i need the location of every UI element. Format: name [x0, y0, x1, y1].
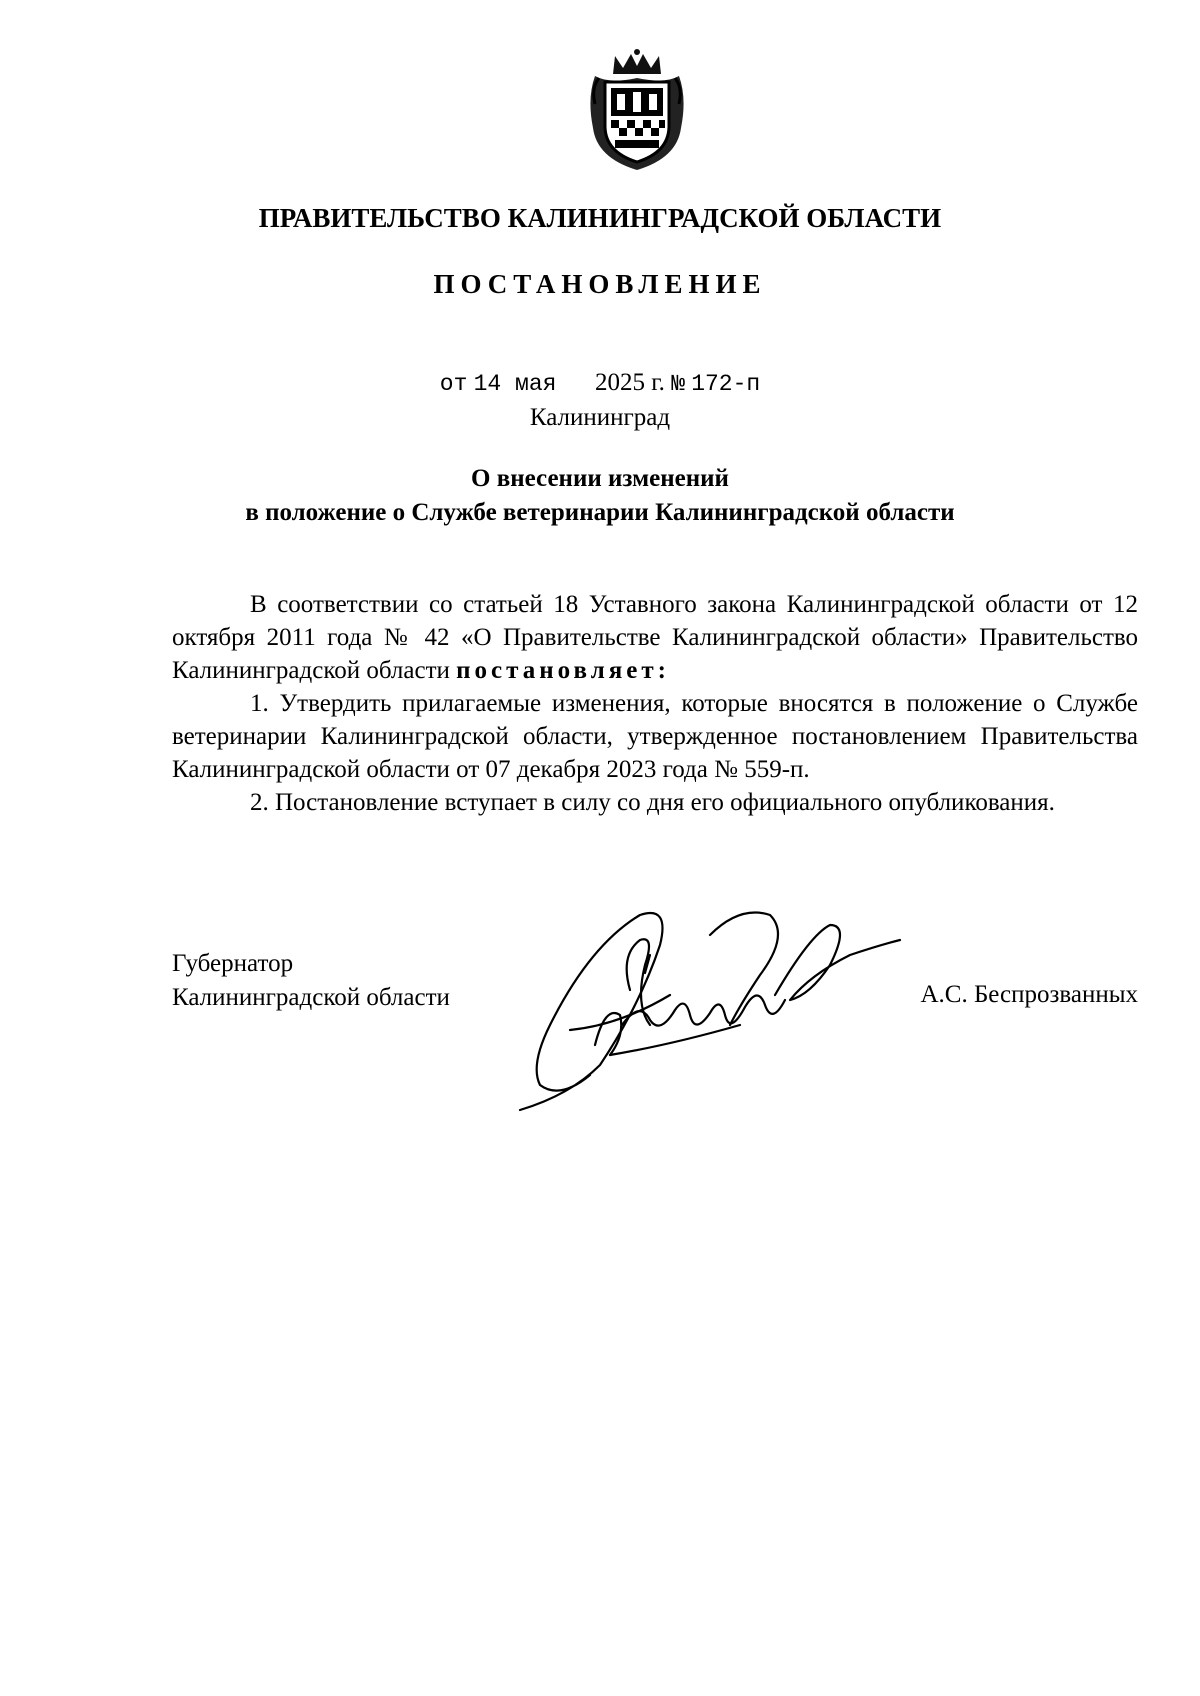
coat-of-arms-icon	[585, 48, 689, 172]
subject-line-1: О внесении изменений	[471, 465, 729, 492]
date-prefix: от	[439, 371, 468, 397]
preamble-text: В соответствии со статьей 18 Уставного закона Калининградской области от 12 октября 2011 года № 42 «О Правительстве Калининградской области» Правительство Калининградской области	[172, 591, 1138, 684]
decree-item-1: 1. Утвердить прилагаемые изменения, которые вносятся в положение о Службе ветеринарии Калининградской области, утвержденное постановлением Правительства Калининградской области от 07 декабря 2023 года № 559-п.	[172, 690, 1138, 783]
number-sign: №	[671, 371, 685, 397]
subject-line-2: в положение о Службе ветеринарии Калининградской области	[245, 499, 955, 526]
preamble-paragraph	[172, 588, 1138, 687]
city-name: Калининград	[529, 404, 671, 431]
decrees-word: постановляет:	[456, 657, 670, 684]
signatory-title-line-2: Калининградской области	[172, 984, 450, 1011]
signatory-title-line-1: Губернатор	[172, 950, 294, 977]
organization-heading: ПРАВИТЕЛЬСТВО КАЛИНИНГРАДСКОЙ ОБЛАСТИ	[258, 203, 942, 233]
document-type-heading: ПОСТАНОВЛЕНИЕ	[433, 269, 767, 299]
document-body	[172, 588, 1138, 819]
document-subject	[0, 462, 1200, 530]
date-year: 2025 г.	[594, 369, 665, 396]
signatory-name: А.С. Беспрозванных	[920, 981, 1138, 1008]
handwritten-signature	[510, 895, 910, 1115]
decree-item-2: 2. Постановление вступает в силу со дня его официального опубликования.	[250, 789, 1055, 816]
document-dateline	[0, 369, 1200, 397]
document-number: 172-п	[691, 371, 761, 397]
date-day-month: 14 мая	[473, 371, 557, 397]
signatory-title	[172, 947, 450, 1015]
